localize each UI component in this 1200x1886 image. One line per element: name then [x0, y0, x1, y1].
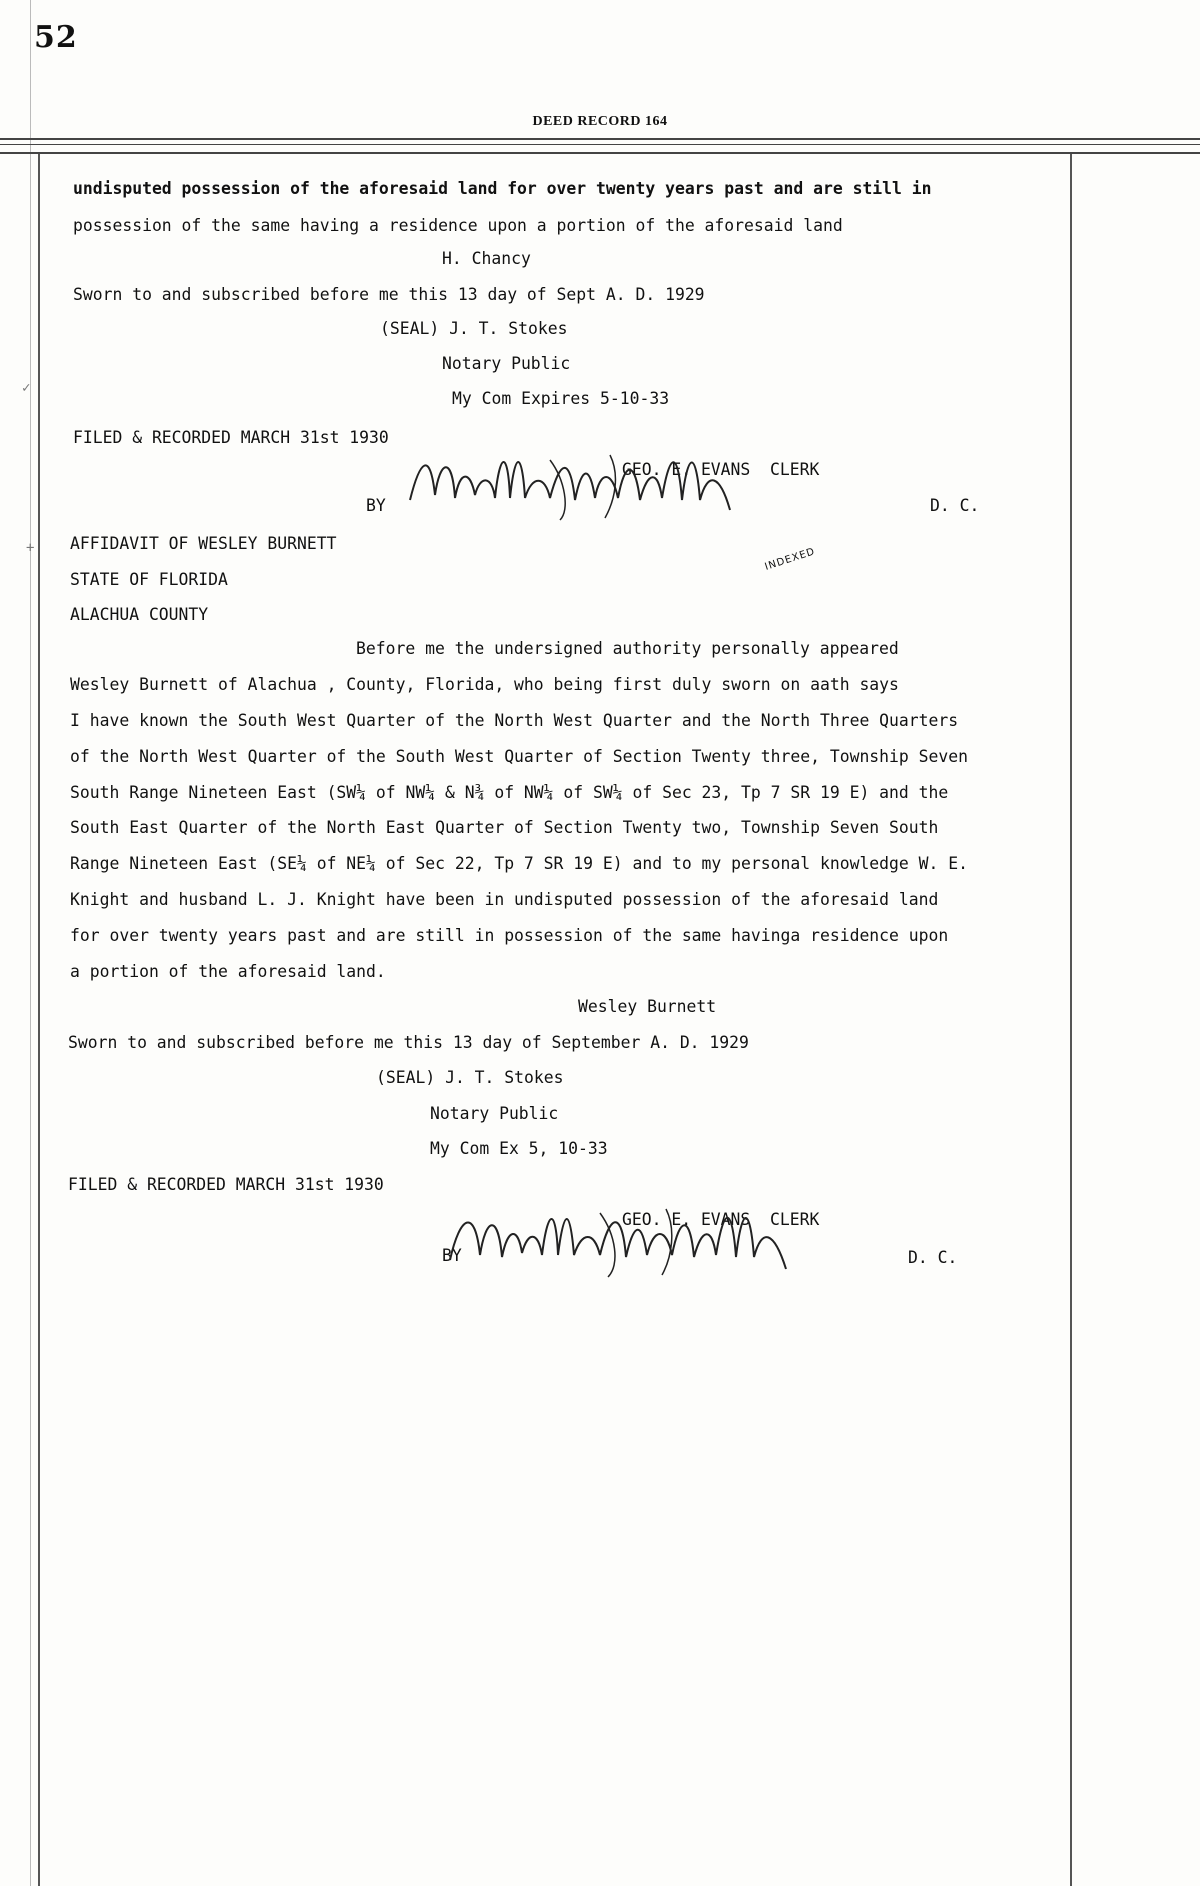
- entry1-by: BY: [366, 496, 386, 515]
- left-margin-line: [38, 154, 40, 1886]
- clerk-signature-2: [440, 1195, 820, 1285]
- entry2-body-line-9: for over twenty years past and are still in possession of the same havinga residence upon: [70, 926, 949, 945]
- indexed-stamp: INDEXED: [763, 546, 817, 573]
- entry2-signer: Wesley Burnett: [578, 997, 717, 1016]
- entry2-body-line-5: South Range Nineteen East (SW¼ of NW¼ & N¾ of NW¼ of SW¼ of Sec 23, Tp 7 SR 19 E) and the: [70, 783, 949, 802]
- entry2-state: STATE OF FLORIDA: [70, 570, 228, 589]
- entry1-notary: Notary Public: [442, 354, 571, 373]
- entry2-body-line-8: Knight and husband L. J. Knight have been in undisputed possession of the aforesaid land: [70, 890, 939, 909]
- margin-check-mark: ✓: [22, 380, 31, 396]
- page-binding-edge: [0, 0, 31, 1886]
- entry2-com-expires: My Com Ex 5, 10-33: [430, 1139, 608, 1158]
- entry2-title: AFFIDAVIT OF WESLEY BURNETT: [70, 534, 337, 553]
- entry1-clerk: GEO. E. EVANS CLERK: [622, 460, 820, 479]
- entry2-body-line-7: Range Nineteen East (SE¼ of NE¼ of Sec 22, Tp 7 SR 19 E) and to my personal knowledge W. E.: [70, 854, 968, 873]
- entry2-by: BY: [442, 1246, 462, 1265]
- header-rule-top: [0, 138, 1200, 140]
- entry2-sworn: Sworn to and subscribed before me this 13 day of September A. D. 1929: [68, 1033, 749, 1052]
- entry2-county: ALACHUA COUNTY: [70, 605, 209, 624]
- entry1-com-expires: My Com Expires 5-10-33: [452, 389, 670, 408]
- entry2-seal: (SEAL) J. T. Stokes: [376, 1068, 564, 1087]
- page-number: 52: [34, 20, 78, 55]
- entry1-line-1: undisputed possession of the aforesaid land for over twenty years past and are still in: [73, 179, 932, 198]
- entry2-body-line-2: Wesley Burnett of Alachua , County, Florida, who being first duly sworn on aath says: [70, 675, 899, 694]
- entry2-dc: D. C.: [908, 1248, 958, 1267]
- margin-cross-mark: +: [26, 540, 35, 556]
- entry1-sworn: Sworn to and subscribed before me this 13 day of Sept A. D. 1929: [73, 285, 705, 304]
- entry2-clerk: GEO. E. EVANS CLERK: [622, 1210, 820, 1229]
- entry1-line-2: possession of the same having a residence upon a portion of the aforesaid land: [73, 216, 843, 235]
- entry2-body-line-3: I have known the South West Quarter of the North West Quarter and the North Three Quarters: [70, 711, 959, 730]
- entry2-body-line-4: of the North West Quarter of the South West Quarter of Section Twenty three, Township Seven: [70, 747, 968, 766]
- entry1-filed: FILED & RECORDED MARCH 31st 1930: [73, 428, 389, 447]
- header-rule-bottom: [0, 152, 1200, 154]
- entry1-dc: D. C.: [930, 496, 980, 515]
- page-header-title: DEED RECORD 164: [532, 114, 668, 129]
- entry2-body-line-6: South East Quarter of the North East Quarter of Section Twenty two, Township Seven South: [70, 818, 939, 837]
- right-margin-line: [1070, 154, 1072, 1886]
- entry2-body-line-1: Before me the undersigned authority personally appeared: [356, 639, 899, 658]
- header-rule-middle: [0, 144, 1200, 145]
- clerk-signature-1: [400, 440, 760, 530]
- entry2-filed: FILED & RECORDED MARCH 31st 1930: [68, 1175, 384, 1194]
- entry1-seal: (SEAL) J. T. Stokes: [380, 319, 568, 338]
- entry1-signer: H. Chancy: [442, 249, 531, 268]
- entry2-notary: Notary Public: [430, 1104, 559, 1123]
- entry2-body-line-10: a portion of the aforesaid land.: [70, 962, 386, 981]
